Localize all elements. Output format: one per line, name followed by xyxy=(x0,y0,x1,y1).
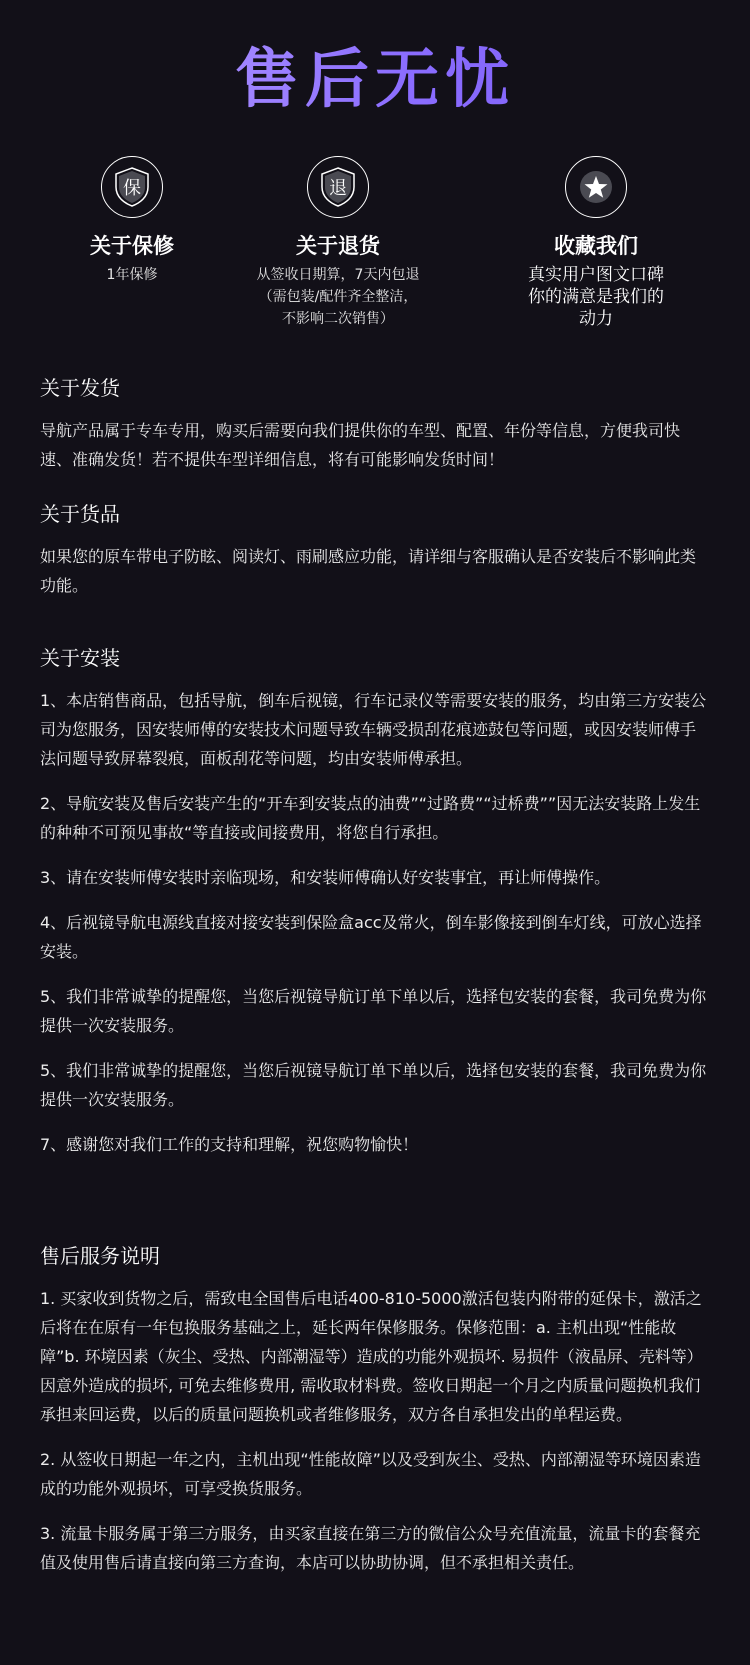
feature-warranty xyxy=(22,156,242,286)
install-item: 4、后视镜导航电源线直接对接安装到保险盒acc及常火，倒车影像接到倒车灯线，可放心选择安装。 xyxy=(40,913,702,961)
feature-warranty-title: 关于保修 xyxy=(90,234,174,258)
feature-favorite-desc-line: 你的满意是我们的 xyxy=(528,287,664,307)
feature-return-desc-line: 从签收日期算，7天内包退 xyxy=(256,267,420,283)
after-sales-item: 3. 流量卡服务属于第三方服务，由买家直接在第三方的微信公众号充值流量，流量卡的套餐充值及使用售后请直接向第三方查询，本店可以协助协调，但不承担相关责任。 xyxy=(40,1524,701,1572)
after-sales-section xyxy=(40,1242,710,1577)
feature-row xyxy=(0,156,750,336)
feature-return-desc-line: （需包装/配件齐全整洁， xyxy=(258,289,418,305)
install-section xyxy=(40,644,710,1159)
feature-favorite[interactable] xyxy=(486,156,706,330)
after-sales-title: 售后服务说明 xyxy=(40,1244,160,1268)
goods-title: 关于货品 xyxy=(40,502,120,526)
shipping-text: 导航产品属于专车专用，购买后需要向我们提供你的车型、配置、年份等信息，方便我司快速、准确发货！若不提供车型详细信息，将有可能影响发货时间！ xyxy=(40,421,681,469)
feature-return xyxy=(228,156,448,330)
return-badge xyxy=(307,156,369,218)
favorite-badge[interactable] xyxy=(565,156,627,218)
install-title: 关于安装 xyxy=(40,646,120,670)
after-sales-item: 2. 从签收日期起一年之内，主机出现“性能故障”以及受到灰尘、受热、内部潮湿等环境因素造成的功能外观损坏，可享受换货服务。 xyxy=(40,1450,701,1498)
feature-favorite-desc-line: 真实用户图文口碑 xyxy=(528,265,664,285)
feature-favorite-title: 收藏我们 xyxy=(554,234,638,258)
shield-tui-char: 退 xyxy=(329,178,347,199)
goods-text: 如果您的原车带电子防眩、阅读灯、雨刷感应功能，请详细与客服确认是否安装后不影响此类功能。 xyxy=(40,547,697,595)
feature-return-desc-line: 不影响二次销售） xyxy=(282,311,394,327)
install-item: 2、导航安装及售后安装产生的“开车到安装点的油费”“过路费”“过桥费””因无法安装路上发生的种种不可预见事故“等直接或间接费用，将您自行承担。 xyxy=(40,794,701,842)
feature-favorite-desc-line: 动力 xyxy=(579,309,613,329)
install-item: 5、我们非常诚挚的提醒您，当您后视镜导航订单下单以后，选择包安装的套餐，我司免费为你提供一次安装服务。 xyxy=(40,1061,707,1109)
feature-warranty-desc xyxy=(22,264,242,286)
install-item: 5、我们非常诚挚的提醒您，当您后视镜导航订单下单以后，选择包安装的套餐，我司免费为你提供一次安装服务。 xyxy=(40,987,707,1035)
feature-return-title: 关于退货 xyxy=(296,234,380,258)
shipping-section xyxy=(40,374,710,474)
install-item: 3、请在安装师傅安装时亲临现场，和安装师傅确认好安装事宜，再让师傅操作。 xyxy=(40,868,611,887)
warranty-badge xyxy=(101,156,163,218)
shield-bao-icon xyxy=(113,166,151,208)
install-item: 1、本店销售商品，包括导航，倒车后视镜，行车记录仪等需要安装的服务，均由第三方安装公司为您服务，因安装师傅的安装技术问题导致车辆受损刮花痕迹鼓包等问题，或因安装师傅手法问题导致屏幕裂痕，面板刮花等问题，均由安装师傅承担。 xyxy=(40,691,707,768)
feature-return-desc xyxy=(228,264,448,330)
page-title: 售后无忧 xyxy=(0,38,750,122)
shield-tui-icon xyxy=(319,166,357,208)
feature-warranty-desc-line: 1年保修 xyxy=(106,267,158,283)
shield-bao-char: 保 xyxy=(123,178,141,199)
install-item: 7、感谢您对我们工作的支持和理解，祝您购物愉快！ xyxy=(40,1135,419,1154)
goods-section xyxy=(40,500,710,600)
shipping-title: 关于发货 xyxy=(40,376,120,400)
feature-favorite-desc xyxy=(486,264,706,330)
star-icon xyxy=(579,170,613,204)
after-sales-item: 1. 买家收到货物之后，需致电全国售后电话400-810-5000激活包装内附带的延保卡，激活之后将在在原有一年包换服务基础之上，延长两年保修服务。保修范围：a. 主机出现“性能故障”b. 环境因素（灰尘、受热、内部潮湿等）造成的功能外观损坏. 易损件（液晶屏、壳料等）因意外造成的损坏, 可免去维修费用, 需收取材料费。签收日期起一个月之内质量问题换机我们承担来回运费，以后的质量问题换机或者维修服务，双方各自承担发出的单程运费。 xyxy=(40,1289,703,1424)
